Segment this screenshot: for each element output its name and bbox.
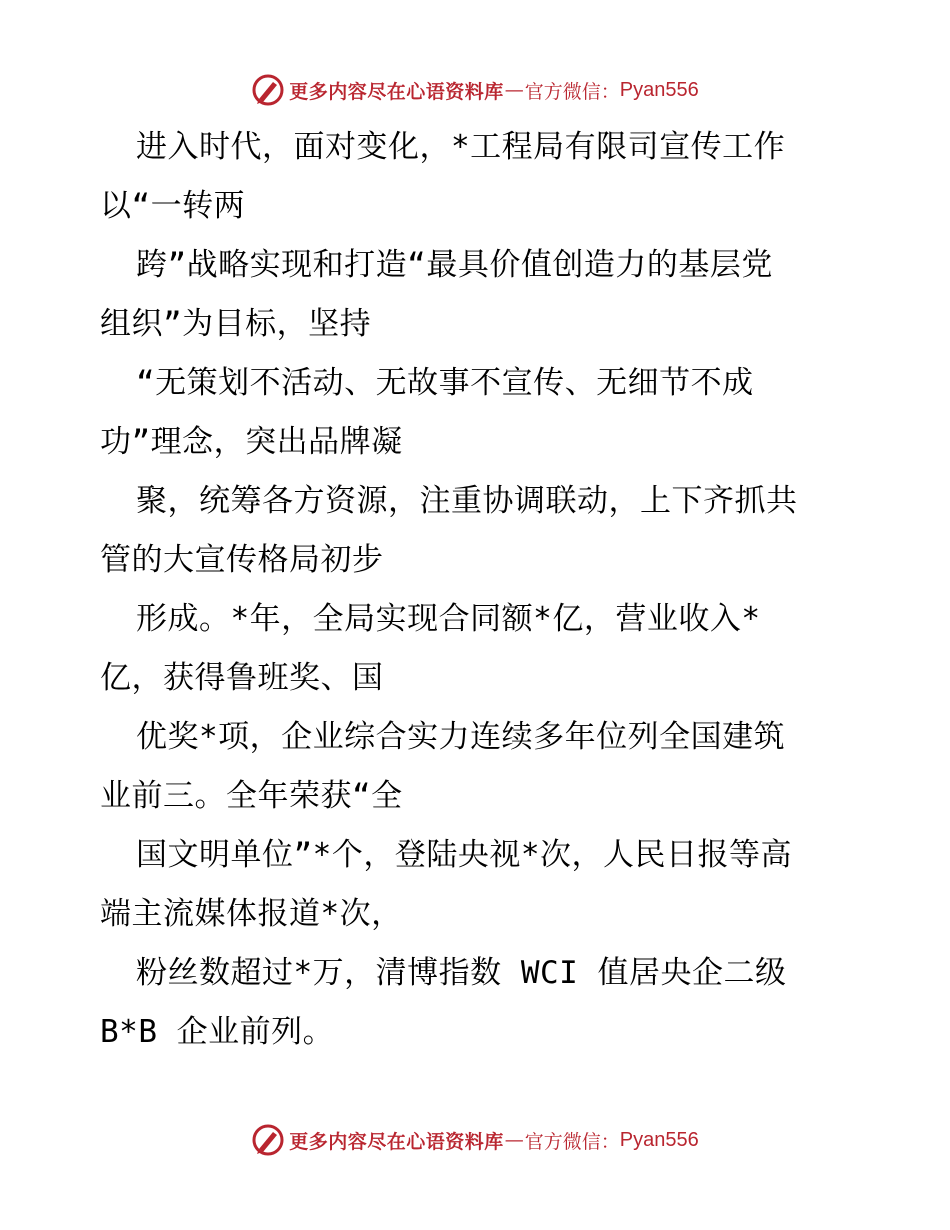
watermark-label: 官方微信： xyxy=(524,1130,620,1153)
pen-logo-icon xyxy=(251,1123,285,1157)
watermark-id: Pyan556 xyxy=(619,1128,699,1151)
text-line: 聚，统筹各方资源，注重协调联动，上下齐抓共 xyxy=(136,483,798,519)
text-line: 形成。*年，全局实现合同额*亿，营业收入* xyxy=(136,601,761,637)
watermark-label: 官方微信： xyxy=(524,80,620,103)
text-line: 进入时代，面对变化，*工程局有限司宣传工作 xyxy=(136,129,786,165)
text-line: B*B 企业前列。 xyxy=(100,1014,335,1050)
watermark-separator: — xyxy=(504,79,524,101)
text-line: 以“一转两 xyxy=(100,188,246,224)
text-line: 亿，获得鲁班奖、国 xyxy=(100,660,384,696)
watermark-id: Pyan556 xyxy=(619,78,699,101)
text-line: 组织”为目标，坚持 xyxy=(100,306,372,342)
text-line: 端主流媒体报道*次， xyxy=(100,896,403,932)
pen-logo-icon xyxy=(251,73,285,107)
header-watermark xyxy=(0,68,950,112)
text-line: 粉丝数超过*万，清博指数 WCI 值居央企二级 xyxy=(136,955,787,991)
footer-watermark xyxy=(0,1118,950,1162)
text-line: 管的大宣传格局初步 xyxy=(100,542,384,578)
document-body xyxy=(100,118,860,1062)
text-line: 国文明单位”*个，登陆央视*次，人民日报等高 xyxy=(136,837,792,873)
text-line: 跨”战略实现和打造“最具价值创造力的基层党 xyxy=(136,247,773,283)
watermark-text: 更多内容尽在心语资料库 xyxy=(289,80,504,103)
watermark-text: 更多内容尽在心语资料库 xyxy=(289,1130,504,1153)
text-line: 优奖*项，企业综合实力连续多年位列全国建筑 xyxy=(136,719,786,755)
text-line: “无策划不活动、无故事不宣传、无细节不成 xyxy=(136,365,754,401)
text-line: 业前三。全年荣获“全 xyxy=(100,778,403,814)
watermark-separator: — xyxy=(504,1129,524,1151)
text-line: 功”理念，突出品牌凝 xyxy=(100,424,403,460)
